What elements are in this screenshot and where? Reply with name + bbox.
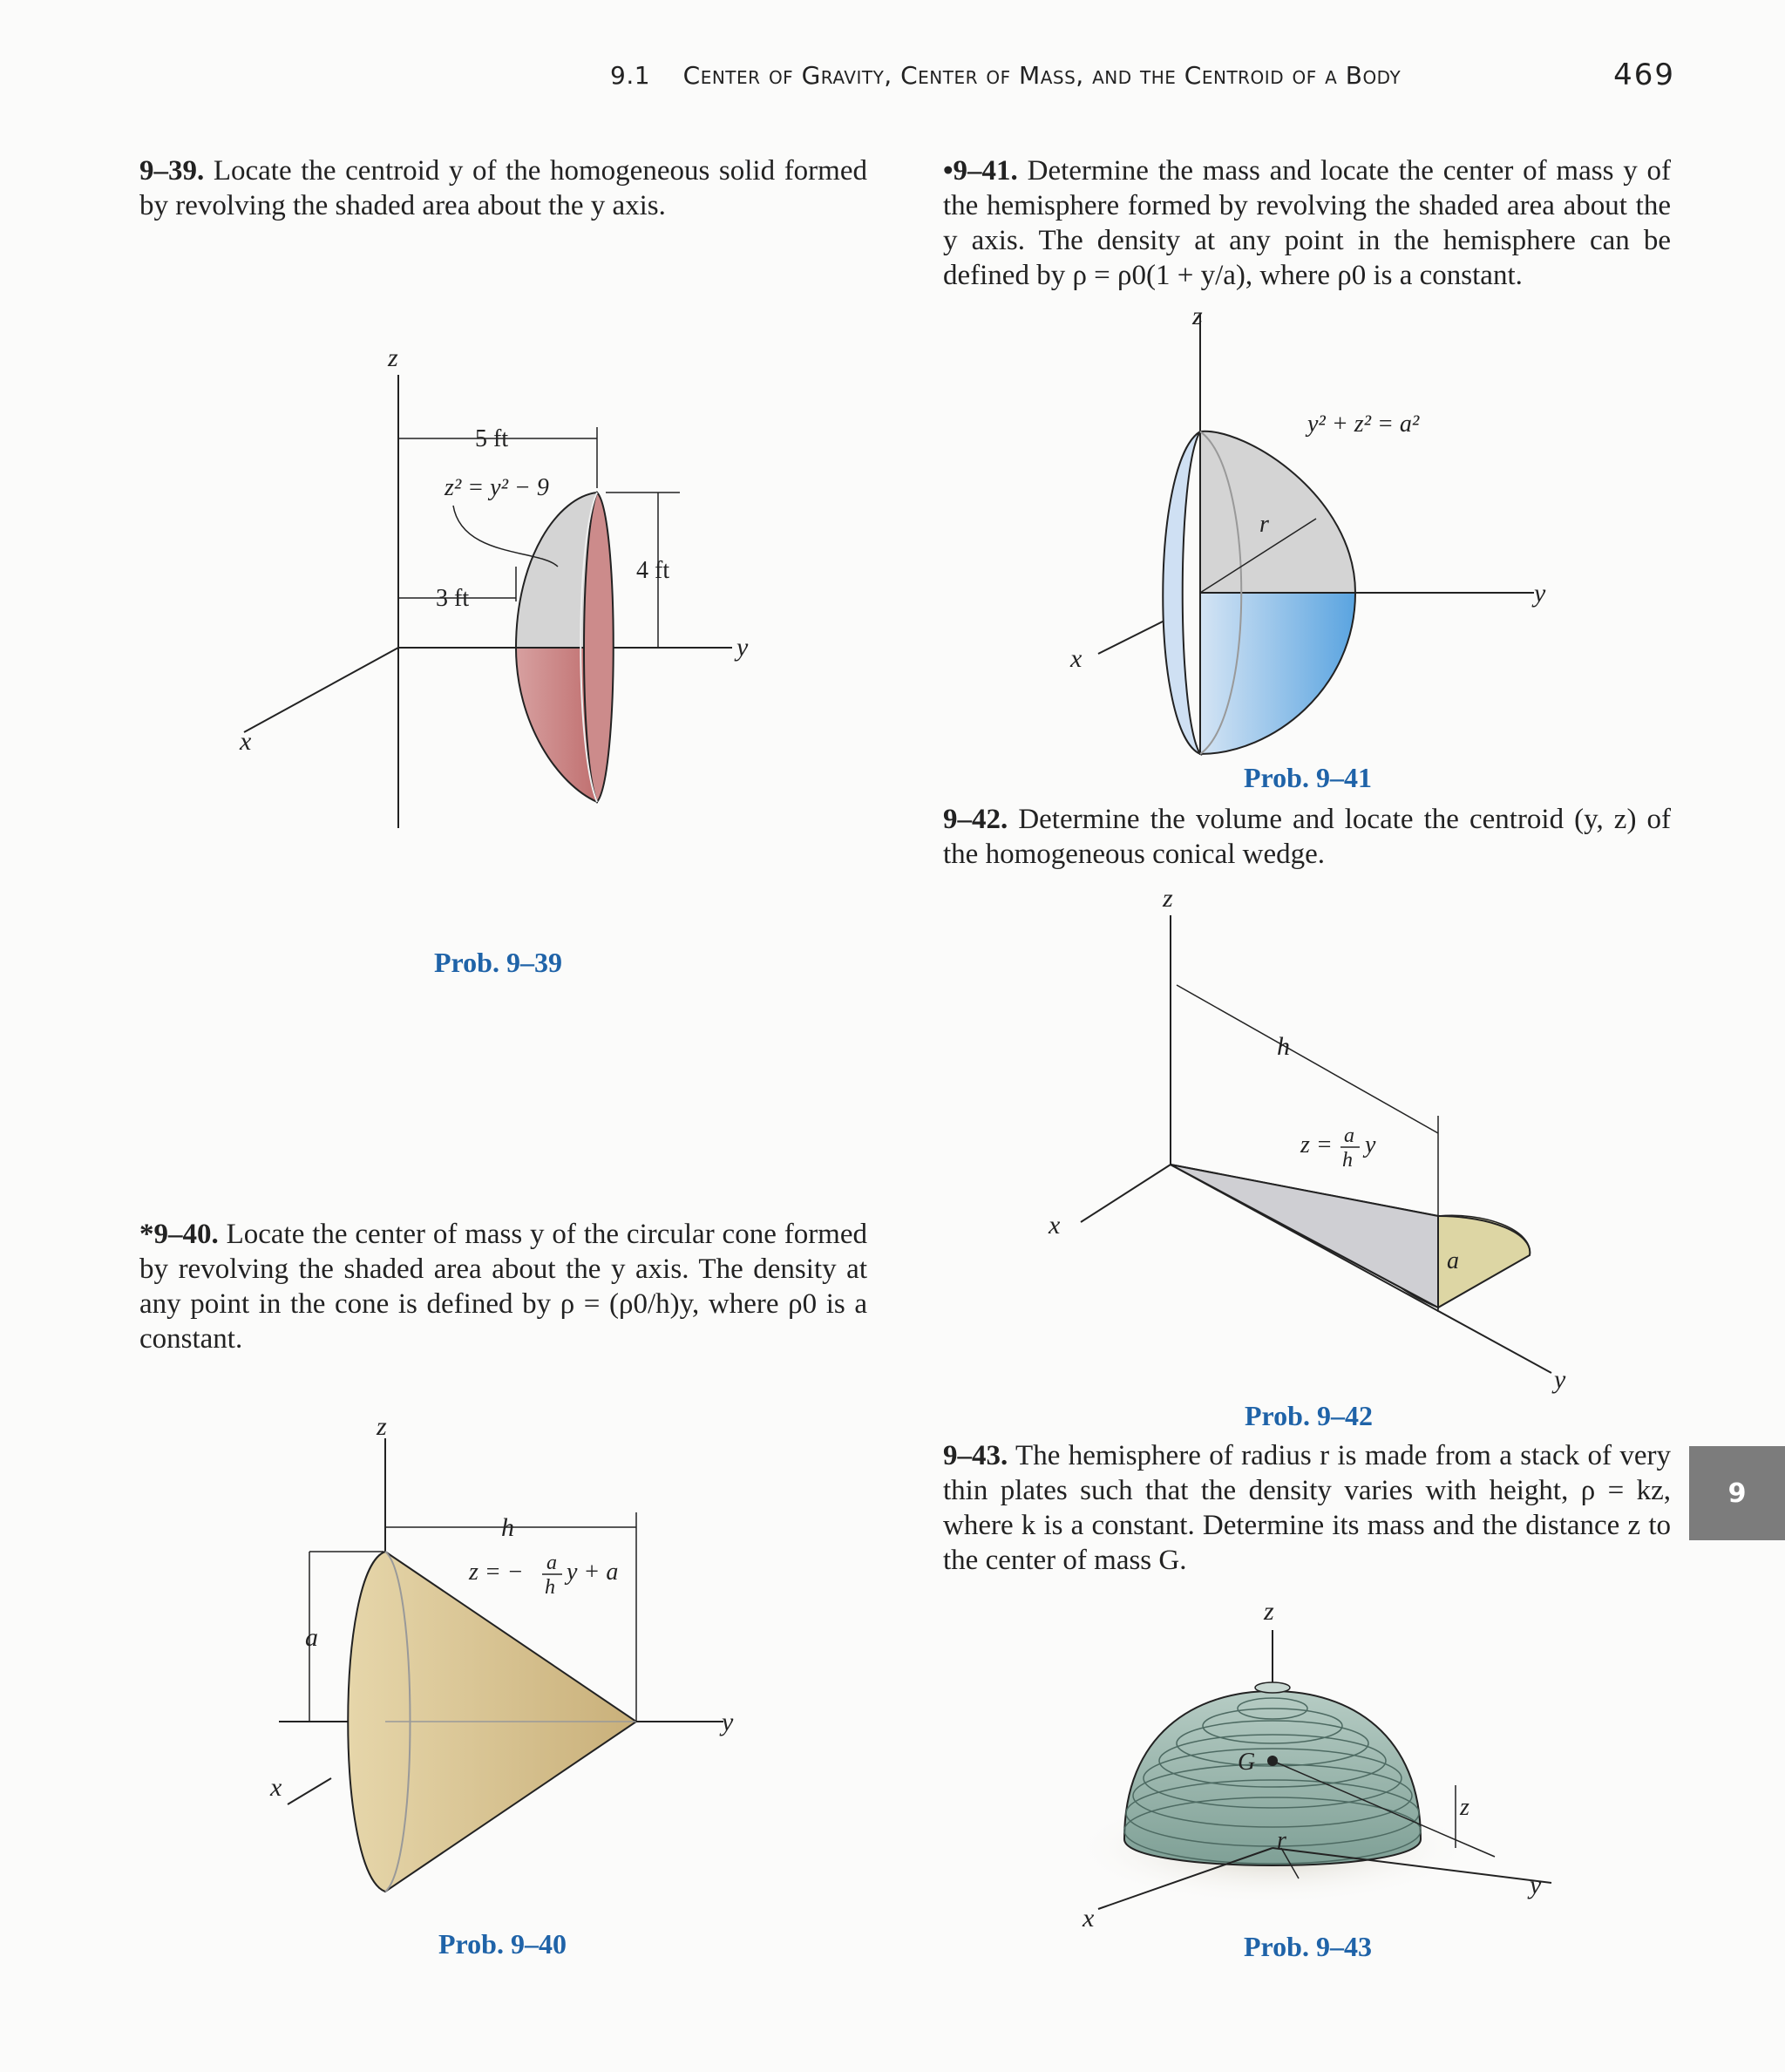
axis-label-z: z [1192, 302, 1203, 330]
figure-9-39 [209, 340, 767, 846]
dimension-3ft: 3 ft [436, 585, 470, 612]
axis-label-x: x [1083, 1904, 1095, 1933]
axis-label-x: x [270, 1773, 282, 1802]
equation-denominator: h [1342, 1149, 1353, 1172]
problem-9-42 [943, 802, 1671, 872]
equation-rhs: y [1365, 1131, 1376, 1158]
page-number: 469 [1613, 58, 1675, 92]
equation-lhs: z = − [469, 1559, 524, 1586]
problem-number: 9–43. [943, 1440, 1008, 1471]
axis-label-y: y [722, 1708, 734, 1736]
chapter-tab: 9 [1689, 1446, 1785, 1540]
caption-9-41: Prob. 9–41 [1244, 762, 1372, 793]
figure-9-43 [1063, 1586, 1586, 1953]
axis-label-x: x [240, 727, 252, 756]
dimension-4ft: 4 ft [636, 557, 670, 584]
axis-label-z: z [388, 343, 398, 372]
problem-number: 9–42. [943, 804, 1008, 835]
dimension-h: h [501, 1513, 514, 1542]
problem-text: Determine the mass and locate the center of mass y of the hemisphere formed by revolving the shaded area about the y axis. The density at any point in the hemisphere can be defined by ρ = ρ0(1 + y/a), where ρ0 is a constant. [943, 155, 1672, 291]
caption-9-43: Prob. 9–43 [1244, 1931, 1372, 1962]
problem-number: 9–39. [139, 155, 205, 187]
problem-9-43 [943, 1438, 1671, 1578]
axis-label-x: x [1070, 644, 1083, 673]
figure-9-41 [1046, 296, 1586, 767]
problem-number: •9–41. [943, 155, 1018, 187]
problem-number: *9–40. [139, 1219, 219, 1250]
center-of-mass-label: G [1238, 1749, 1256, 1776]
caption-9-40: Prob. 9–40 [438, 1928, 567, 1960]
dimension-5ft: 5 ft [475, 425, 509, 452]
dimension-h: h [1277, 1032, 1290, 1061]
radius-label: r [1277, 1827, 1286, 1854]
axis-label-y: y [1554, 1365, 1566, 1394]
figure-9-42 [1028, 880, 1586, 1403]
dimension-a: a [305, 1623, 318, 1652]
problem-text: Locate the center of mass y of the circular cone formed by revolving the shaded area about the y axis. The density at any point in the cone is defined by ρ = (ρ0/h)y, where ρ0 is a constant. [139, 1219, 867, 1355]
axis-label-z: z [1264, 1597, 1274, 1626]
axis-label-y: y [736, 633, 749, 662]
figure-9-40 [253, 1412, 793, 1918]
axis-label-z: z [377, 1412, 387, 1441]
equation-numerator: a [546, 1552, 557, 1574]
equation-numerator: a [1344, 1124, 1354, 1147]
curve-equation: z² = y² − 9 [445, 474, 549, 501]
problem-text: Locate the centroid y of the homogeneous solid formed by revolving the shaded area about the y axis. [139, 155, 867, 221]
axis-label-x: x [1049, 1211, 1061, 1240]
dimension-a: a [1447, 1247, 1459, 1274]
caption-9-42: Prob. 9–42 [1245, 1400, 1373, 1431]
circle-equation: y² + z² = a² [1307, 411, 1420, 438]
distance-zbar-label: z [1460, 1794, 1469, 1821]
section-title: Center of Gravity, Center of Mass, and the Centroid of a Body [682, 61, 1402, 90]
axis-label-y: y [1530, 1871, 1542, 1899]
radius-label: r [1259, 511, 1269, 538]
axis-label-z: z [1163, 884, 1173, 913]
problem-9-40 [139, 1217, 867, 1356]
section-number: 9.1 [610, 61, 651, 90]
equation-rhs: y + a [567, 1559, 619, 1586]
problem-text: Determine the volume and locate the centroid (y, z) of the homogeneous conical wedge. [943, 804, 1671, 870]
problem-9-41 [943, 153, 1671, 293]
problem-9-39 [139, 153, 867, 223]
section-header [610, 61, 1401, 90]
problem-text: The hemisphere of radius r is made from a stack of very thin plates such that the density varies with height, ρ = kz, where k is a constant. Determine its mass and the distance z to the center of mass G. [943, 1440, 1671, 1576]
equation-denominator: h [545, 1576, 555, 1599]
axis-label-y: y [1534, 579, 1546, 608]
caption-9-39: Prob. 9–39 [434, 947, 562, 978]
equation-lhs: z = [1300, 1131, 1333, 1158]
